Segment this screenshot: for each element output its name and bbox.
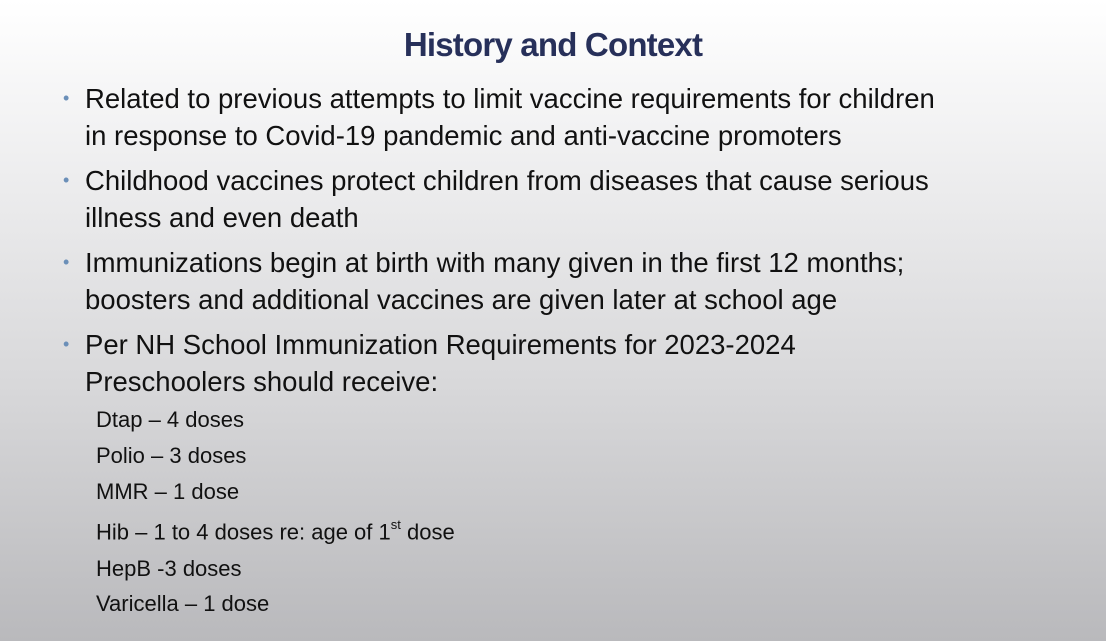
bullet-item: [60, 162, 1080, 236]
vaccine-item: MMR – 1 dose: [96, 478, 240, 504]
bullet-item: [60, 326, 1080, 400]
slide-title: History and Context: [403, 26, 703, 63]
ordinal-superscript: st: [390, 517, 401, 533]
vaccine-text: Hib – 1 to 4 doses re: age of 1: [96, 519, 391, 545]
bullet-list: [60, 80, 1080, 408]
bullet-line: Preschoolers should receive:: [85, 366, 439, 397]
vaccine-item: HepB -3 doses: [96, 555, 242, 581]
bullet-line: illness and even death: [85, 202, 359, 233]
bullet-line: Childhood vaccines protect children from diseases that cause serious: [85, 165, 929, 196]
bullet-line: Per NH School Immunization Requirements for 2023-2024: [85, 329, 796, 360]
bullet-dot-icon: •: [63, 170, 70, 190]
bullet-line: Immunizations begin at birth with many given in the first 12 months;: [85, 247, 905, 278]
bullet-dot-icon: •: [63, 252, 70, 272]
bullet-line: Related to previous attempts to limit vaccine requirements for children: [85, 83, 935, 114]
vaccine-list: [96, 402, 455, 622]
vaccine-item: Varicella – 1 dose: [96, 591, 270, 617]
bullet-item: [60, 80, 1080, 154]
bullet-dot-icon: •: [63, 88, 70, 108]
bullet-dot-icon: •: [63, 334, 70, 354]
vaccine-item: [96, 509, 455, 550]
bullet-line: boosters and additional vaccines are given later at school age: [85, 284, 838, 315]
bullet-item: [60, 244, 1080, 318]
vaccine-item: Polio – 3 doses: [96, 442, 247, 468]
vaccine-item: Dtap – 4 doses: [96, 407, 244, 432]
bullet-line: in response to Covid-19 pandemic and anti-vaccine promoters: [85, 120, 842, 151]
vaccine-text: dose: [400, 519, 455, 545]
